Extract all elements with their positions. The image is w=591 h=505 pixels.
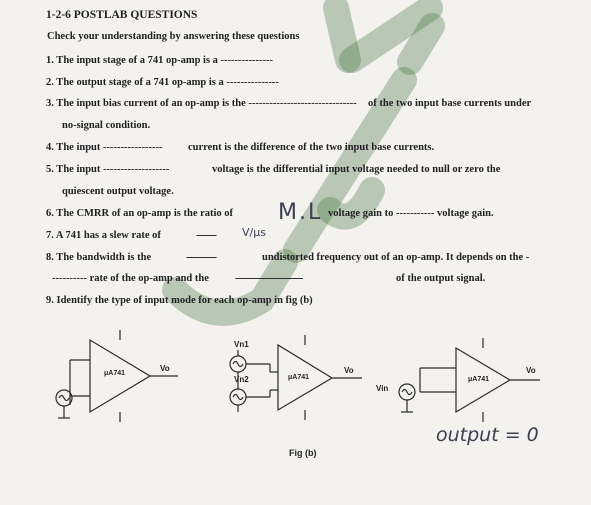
opamp-3-output-label: Vo <box>526 366 536 375</box>
question-2: 2. The output stage of a 741 op-amp is a --------------- <box>46 77 279 88</box>
question-5: 5. The input ------------------- <box>46 164 170 175</box>
source-2-label: Vn2 <box>234 375 249 384</box>
opamp-2-label: μA741 <box>288 374 310 381</box>
question-8: 8. The bandwidth is the <box>46 252 152 263</box>
figure-caption: Fig (b) <box>289 448 317 458</box>
opamp-2-output-label: Vo <box>344 366 354 375</box>
question-7: 7. A 741 has a slew rate of <box>46 230 161 241</box>
question-1: 1. The input stage of a 741 op-amp is a --------------- <box>46 55 273 66</box>
question-5-cont2: quiescent output voltage. <box>62 186 174 197</box>
blank-line: ------------ <box>186 252 216 263</box>
question-4-cont: current is the difference of the two input base currents. <box>188 142 435 153</box>
page-title: 1-2-6 POSTLAB QUESTIONS <box>46 9 198 21</box>
handwritten-answer-output: output = 0 <box>436 424 539 446</box>
question-8-cont: undistorted frequency out of an op-amp. It depends on the - <box>262 252 530 263</box>
input-label: Vin <box>376 384 389 393</box>
question-3: 3. The input bias current of an op-amp is the ------------------------------- <box>46 98 357 109</box>
blank-line: -------- <box>196 230 216 241</box>
handwritten-answer-ratio: M.L <box>278 200 323 225</box>
question-6-cont: voltage gain to ----------- voltage gain. <box>328 208 494 219</box>
question-4: 4. The input ----------------- <box>46 142 163 153</box>
opamp-1-output-label: Vo <box>160 364 170 373</box>
question-9: 9. Identify the type of input mode for each op-amp in fig (b) <box>46 295 313 306</box>
opamp-1-label: μA741 <box>104 370 126 377</box>
question-6: 6. The CMRR of an op-amp is the ratio of <box>46 208 234 219</box>
blank-line: --------------------------- <box>235 273 303 284</box>
question-5-cont: voltage is the differential input voltage needed to null or zero the <box>212 164 501 175</box>
question-3-cont2: no-signal condition. <box>62 120 151 131</box>
question-3-cont: of the two input base currents under <box>368 98 532 109</box>
handwritten-answer-slew: V/μs <box>242 226 266 239</box>
opamp-3-label: μA741 <box>468 376 490 383</box>
source-1-label: Vn1 <box>234 340 249 349</box>
question-8-cont3: of the output signal. <box>396 273 486 284</box>
intro-text: Check your understanding by answering these questions <box>47 31 300 42</box>
question-8-cont2: ---------- rate of the op-amp and the <box>52 273 209 284</box>
